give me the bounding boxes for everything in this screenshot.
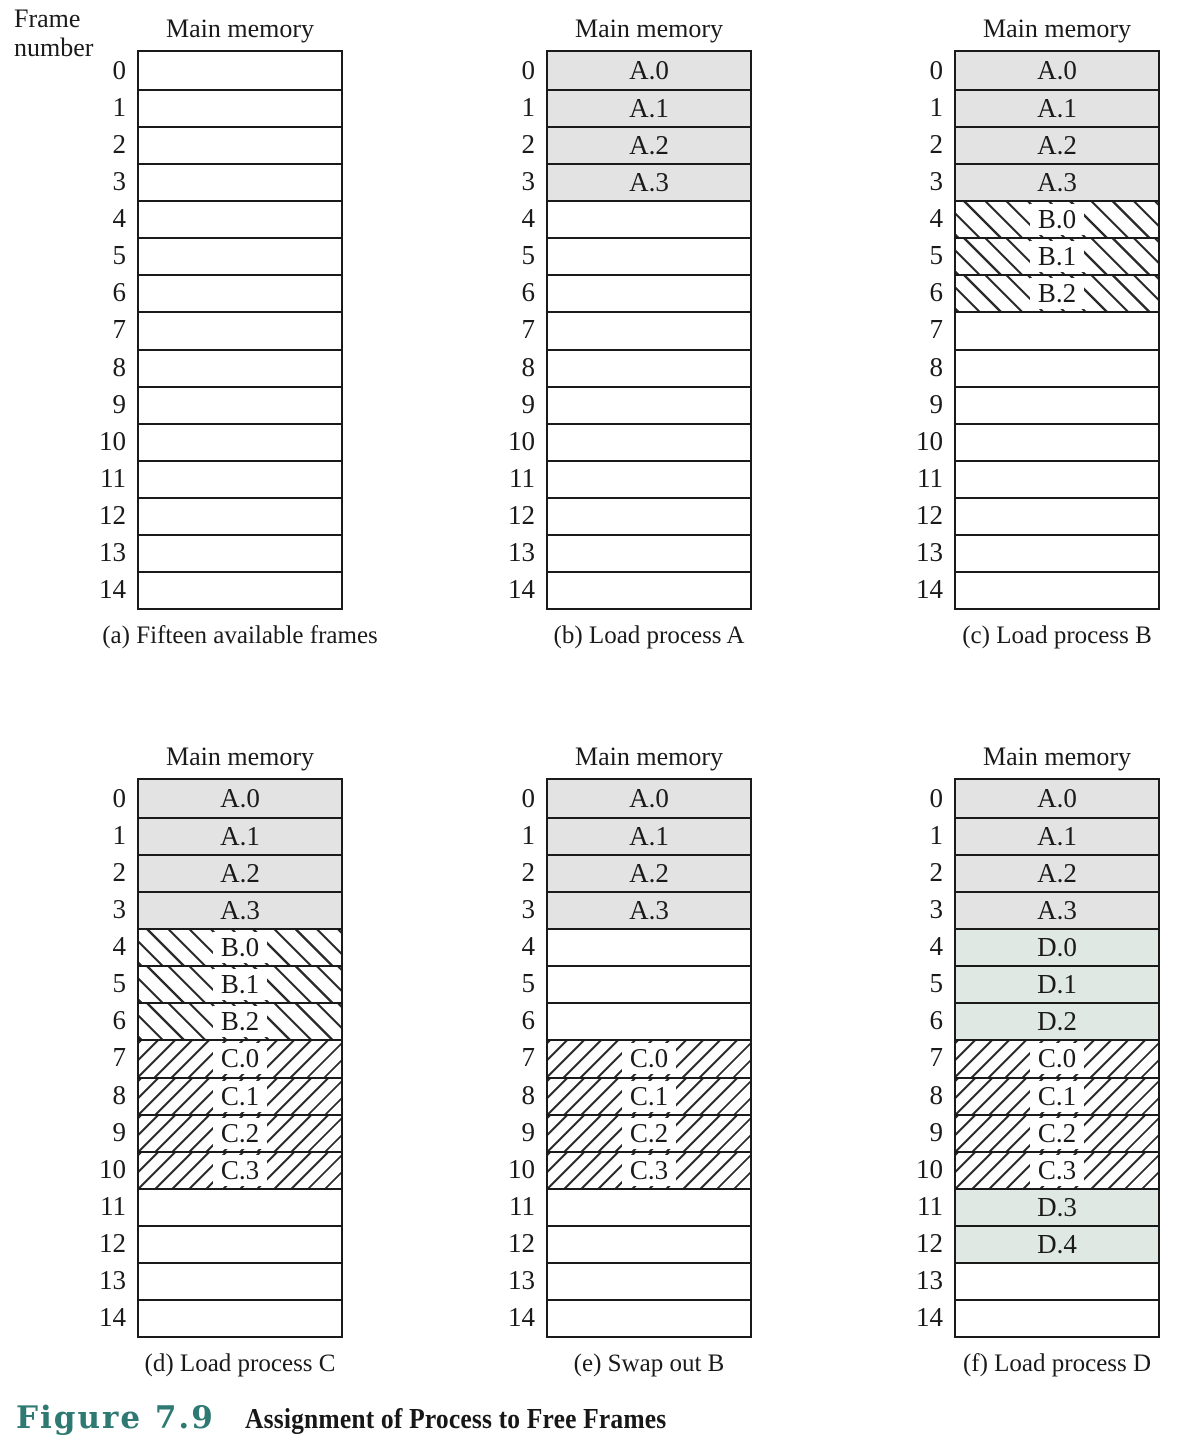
- frame-cell: [548, 89, 750, 126]
- frame-number: 6: [521, 277, 535, 308]
- frame-cell: [548, 1262, 750, 1299]
- frame-number-column: [484, 778, 546, 1338]
- frame-cell-label: A.1: [1037, 93, 1077, 124]
- frame-number: 2: [929, 857, 943, 888]
- frame-number: 11: [917, 462, 943, 493]
- memory-box: [954, 50, 1160, 610]
- main-memory-header: Main memory: [982, 742, 1132, 771]
- frame-cell-label: C.0: [213, 1043, 267, 1074]
- frame-cell: [548, 1114, 750, 1151]
- frame-number: 13: [916, 1264, 943, 1295]
- frame-cell-label: B.2: [1030, 278, 1084, 309]
- figure-caption-title: Assignment of Process to Free Frames: [244, 1403, 667, 1435]
- frame-number: 11: [509, 462, 535, 493]
- diagram-label-text: (d) Load process C: [144, 1350, 336, 1377]
- memory-diagram-a: [75, 14, 378, 650]
- frame-number: 9: [112, 1116, 126, 1147]
- frame-number: 7: [521, 1042, 535, 1073]
- frame-cell-label: A.1: [220, 821, 260, 852]
- diagram-label: [102, 622, 378, 650]
- frame-cell: [956, 1077, 1158, 1114]
- frame-number: 11: [917, 1190, 943, 1221]
- frame-cell-label: A.2: [1037, 858, 1077, 889]
- memory-box: [137, 50, 343, 610]
- frame-cell-label: C.0: [622, 1043, 676, 1074]
- frame-cell: [548, 854, 750, 891]
- frame-cell-label: A.0: [1037, 55, 1077, 86]
- frame-number: 6: [112, 277, 126, 308]
- diagram-body: [484, 778, 752, 1338]
- frame-cell: [956, 1151, 1158, 1188]
- frame-cell: [139, 497, 341, 534]
- frame-number: 4: [929, 203, 943, 234]
- frame-number: 1: [521, 92, 535, 123]
- diagram-body: [892, 778, 1160, 1338]
- frame-cell-label: A.1: [1037, 821, 1077, 852]
- figure-caption: [16, 1400, 724, 1436]
- frame-cell: [139, 1077, 341, 1114]
- frame-cell-label: C.1: [1030, 1081, 1084, 1112]
- frame-cell-label: C.2: [622, 1118, 676, 1149]
- frame-number: 12: [916, 499, 943, 530]
- frame-number: 11: [100, 1190, 126, 1221]
- frame-number: 10: [508, 1153, 535, 1184]
- frame-cell: [548, 1188, 750, 1225]
- frame-cell-label: C.1: [622, 1081, 676, 1112]
- frame-cell: [956, 311, 1158, 348]
- frame-number: 5: [521, 240, 535, 271]
- memory-box: [546, 50, 752, 610]
- frame-cell-label: A.3: [629, 167, 669, 198]
- frame-number: 2: [112, 129, 126, 160]
- frame-cell: [956, 965, 1158, 1002]
- frame-cell-label: C.3: [622, 1155, 676, 1186]
- frame-cell-label: A.2: [220, 858, 260, 889]
- memory-diagram-f: [892, 742, 1160, 1378]
- frame-number: 8: [112, 1079, 126, 1110]
- frame-number-column: [75, 50, 137, 610]
- frame-cell: [139, 817, 341, 854]
- diagram-label-text: (f) Load process D: [962, 1350, 1152, 1377]
- frame-cell-label: C.2: [1030, 1118, 1084, 1149]
- frame-number: 4: [929, 931, 943, 962]
- frame-cell: [548, 200, 750, 237]
- frame-number: 14: [99, 1301, 126, 1332]
- frame-cell: [548, 274, 750, 311]
- frame-number: 8: [521, 1079, 535, 1110]
- frame-number: 14: [916, 573, 943, 604]
- frame-cell: [139, 126, 341, 163]
- frame-number: 10: [508, 425, 535, 456]
- frame-number: 9: [929, 1116, 943, 1147]
- frame-cell: [139, 386, 341, 423]
- frame-cell: [139, 311, 341, 348]
- frame-number: 14: [99, 573, 126, 604]
- frame-number: 9: [521, 1116, 535, 1147]
- frame-cell-label: D.0: [1037, 932, 1077, 963]
- frame-number: 1: [112, 820, 126, 851]
- frame-number: 10: [99, 1153, 126, 1184]
- frame-number: 1: [521, 820, 535, 851]
- frame-cell: [956, 386, 1158, 423]
- frame-number: 4: [521, 931, 535, 962]
- main-memory-header: Main memory: [574, 742, 724, 771]
- frame-cell: [139, 928, 341, 965]
- frame-number: 9: [112, 388, 126, 419]
- frame-number: 0: [929, 783, 943, 814]
- frame-number: 10: [99, 425, 126, 456]
- frame-number-label-line2: number: [14, 33, 94, 62]
- frame-cell: [956, 571, 1158, 608]
- frame-cell-label: C.1: [213, 1081, 267, 1112]
- frame-cell: [548, 237, 750, 274]
- frame-cell: [139, 163, 341, 200]
- frame-number: 5: [112, 968, 126, 999]
- frame-number: 1: [112, 92, 126, 123]
- frame-cell: [956, 891, 1158, 928]
- frame-number: 4: [521, 203, 535, 234]
- frame-cell-label: A.0: [629, 55, 669, 86]
- frame-cell-label: A.3: [1037, 895, 1077, 926]
- memory-box: [546, 778, 752, 1338]
- frame-cell: [956, 274, 1158, 311]
- frame-cell: [139, 52, 341, 89]
- frame-cell: [139, 1151, 341, 1188]
- frame-number: 6: [521, 1005, 535, 1036]
- frame-cell-label: D.4: [1037, 1228, 1077, 1259]
- diagram-label-text: (e) Swap out B: [573, 1350, 725, 1377]
- frame-number: 3: [112, 894, 126, 925]
- frame-cell: [956, 89, 1158, 126]
- frame-cell: [139, 965, 341, 1002]
- frame-cell-label: A.2: [1037, 130, 1077, 161]
- memory-box: [137, 778, 343, 1338]
- frame-number: 7: [929, 1042, 943, 1073]
- frame-number: 9: [929, 388, 943, 419]
- frame-cell: [139, 1262, 341, 1299]
- frame-cell: [139, 460, 341, 497]
- frame-cell-label: B.1: [1030, 241, 1084, 272]
- diagram-label: [954, 1350, 1160, 1378]
- frame-cell: [139, 423, 341, 460]
- frame-number: 14: [508, 573, 535, 604]
- diagram-label-text: (a) Fifteen available frames: [102, 622, 378, 649]
- frame-cell: [139, 200, 341, 237]
- frame-cell: [139, 780, 341, 817]
- frame-number: 13: [508, 536, 535, 567]
- frame-cell: [139, 1114, 341, 1151]
- frame-cell-label: B.2: [213, 1006, 267, 1037]
- frame-cell: [139, 1188, 341, 1225]
- main-memory-header: Main memory: [165, 14, 315, 43]
- frame-number: 3: [929, 894, 943, 925]
- frame-number: 3: [521, 166, 535, 197]
- frame-number: 12: [508, 1227, 535, 1258]
- frame-cell-label: A.1: [629, 821, 669, 852]
- diagram-body: [75, 778, 343, 1338]
- frame-number: 5: [929, 968, 943, 999]
- figure-caption-number: Figure 7.9: [16, 1400, 215, 1436]
- frame-cell: [139, 1002, 341, 1039]
- frame-cell: [956, 349, 1158, 386]
- frame-number: 14: [508, 1301, 535, 1332]
- frame-cell-label: C.0: [1030, 1043, 1084, 1074]
- frame-cell: [139, 891, 341, 928]
- frame-cell-label: D.1: [1037, 969, 1077, 1000]
- memory-diagram-e: [484, 742, 752, 1378]
- frame-cell: [956, 1188, 1158, 1225]
- frame-cell: [548, 349, 750, 386]
- frame-cell: [548, 534, 750, 571]
- frame-number: 13: [99, 1264, 126, 1295]
- frame-cell-label: D.2: [1037, 1006, 1077, 1037]
- frame-cell: [548, 386, 750, 423]
- frame-number: 2: [112, 857, 126, 888]
- frame-cell-label: A.1: [629, 93, 669, 124]
- frame-cell: [548, 460, 750, 497]
- frame-cell: [139, 1225, 341, 1262]
- frame-cell: [139, 571, 341, 608]
- frame-number-column: [892, 778, 954, 1338]
- frame-number: 10: [916, 1153, 943, 1184]
- frame-cell: [548, 571, 750, 608]
- frame-cell: [548, 780, 750, 817]
- memory-diagram-b: [484, 14, 752, 650]
- frame-cell: [139, 274, 341, 311]
- frame-cell-label: A.0: [1037, 783, 1077, 814]
- memory-box: [954, 778, 1160, 1338]
- frame-number-column: [892, 50, 954, 610]
- frame-number: 12: [916, 1227, 943, 1258]
- frame-cell: [139, 237, 341, 274]
- frame-cell-label: C.3: [213, 1155, 267, 1186]
- frame-cell: [548, 928, 750, 965]
- frame-cell-label: B.0: [1030, 204, 1084, 235]
- frame-cell-label: B.1: [213, 969, 267, 1000]
- frame-cell: [548, 52, 750, 89]
- frame-cell-label: B.0: [213, 932, 267, 963]
- frame-cell: [956, 534, 1158, 571]
- frame-cell: [548, 1077, 750, 1114]
- frame-cell-label: C.3: [1030, 1155, 1084, 1186]
- diagram-label-text: (c) Load process B: [962, 622, 1152, 649]
- frame-number: 14: [916, 1301, 943, 1332]
- frame-cell: [548, 311, 750, 348]
- frame-number: 11: [509, 1190, 535, 1221]
- frame-number: 8: [521, 351, 535, 382]
- frame-cell: [956, 928, 1158, 965]
- frame-number: 6: [929, 1005, 943, 1036]
- frame-number: 13: [99, 536, 126, 567]
- frame-cell-label: C.2: [213, 1118, 267, 1149]
- frame-number: 6: [929, 277, 943, 308]
- frame-cell: [548, 891, 750, 928]
- frame-cell: [548, 1002, 750, 1039]
- frame-number: 5: [929, 240, 943, 271]
- frame-cell: [548, 1299, 750, 1336]
- frame-cell-label: A.3: [629, 895, 669, 926]
- frame-number-column: [75, 778, 137, 1338]
- frame-cell: [956, 1225, 1158, 1262]
- frame-number: 6: [112, 1005, 126, 1036]
- frame-number: 7: [112, 1042, 126, 1073]
- frame-cell: [956, 163, 1158, 200]
- frame-cell: [139, 854, 341, 891]
- main-memory-header: Main memory: [574, 14, 724, 43]
- frame-number: 13: [916, 536, 943, 567]
- frame-number: 7: [929, 314, 943, 345]
- diagram-label-text: (b) Load process A: [553, 622, 745, 649]
- diagram-label: [137, 1350, 343, 1378]
- frame-number: 0: [112, 55, 126, 86]
- frame-cell: [956, 237, 1158, 274]
- diagram-body: [892, 50, 1160, 610]
- frame-number: 11: [100, 462, 126, 493]
- frame-number: 0: [521, 55, 535, 86]
- frame-cell: [956, 423, 1158, 460]
- frame-number: 2: [929, 129, 943, 160]
- frame-number: 5: [521, 968, 535, 999]
- diagram-label: [546, 622, 752, 650]
- frame-number: 0: [521, 783, 535, 814]
- frame-cell-label: A.0: [220, 783, 260, 814]
- frame-cell: [548, 126, 750, 163]
- frame-cell: [139, 89, 341, 126]
- memory-diagram-d: [75, 742, 343, 1378]
- frame-number: 10: [916, 425, 943, 456]
- frame-number: 2: [521, 129, 535, 160]
- frame-cell: [548, 1225, 750, 1262]
- frame-number: 8: [929, 351, 943, 382]
- frame-cell: [956, 1039, 1158, 1076]
- frame-cell: [548, 1039, 750, 1076]
- frame-cell: [956, 1262, 1158, 1299]
- frame-cell: [956, 460, 1158, 497]
- diagram-label: [546, 1350, 752, 1378]
- frame-cell: [956, 1114, 1158, 1151]
- frame-number: 3: [112, 166, 126, 197]
- frame-cell: [956, 497, 1158, 534]
- frame-cell: [956, 200, 1158, 237]
- frame-cell: [956, 52, 1158, 89]
- frame-number: 4: [112, 203, 126, 234]
- frame-number: 8: [112, 351, 126, 382]
- diagram-label: [954, 622, 1160, 650]
- frame-cell: [956, 1002, 1158, 1039]
- frame-cell: [139, 1039, 341, 1076]
- frame-cell: [548, 1151, 750, 1188]
- frame-number: 12: [508, 499, 535, 530]
- frame-cell: [956, 817, 1158, 854]
- frame-number: 3: [521, 894, 535, 925]
- frame-cell-label: A.3: [1037, 167, 1077, 198]
- diagram-body: [484, 50, 752, 610]
- frame-cell: [139, 1299, 341, 1336]
- frame-number: 1: [929, 820, 943, 851]
- frame-number: 3: [929, 166, 943, 197]
- frame-cell-label: A.3: [220, 895, 260, 926]
- frame-number: 7: [112, 314, 126, 345]
- frame-number: 7: [521, 314, 535, 345]
- frame-number: 0: [929, 55, 943, 86]
- diagram-body: [75, 50, 343, 610]
- frame-cell-label: A.2: [629, 858, 669, 889]
- frame-cell-label: A.0: [629, 783, 669, 814]
- frame-cell: [956, 854, 1158, 891]
- main-memory-header: Main memory: [982, 14, 1132, 43]
- frame-cell-label: A.2: [629, 130, 669, 161]
- frame-number: 9: [521, 388, 535, 419]
- frame-cell-label: D.3: [1037, 1191, 1077, 1222]
- frame-cell: [139, 349, 341, 386]
- frame-number: 5: [112, 240, 126, 271]
- frame-cell: [956, 780, 1158, 817]
- frame-cell: [548, 965, 750, 1002]
- frame-number: 8: [929, 1079, 943, 1110]
- frame-cell: [956, 1299, 1158, 1336]
- frame-cell: [139, 534, 341, 571]
- frame-cell: [548, 497, 750, 534]
- frame-number: 2: [521, 857, 535, 888]
- frame-cell: [956, 126, 1158, 163]
- frame-number: 4: [112, 931, 126, 962]
- frame-number: 13: [508, 1264, 535, 1295]
- frame-number: 0: [112, 783, 126, 814]
- frame-number: 12: [99, 1227, 126, 1258]
- frame-cell: [548, 817, 750, 854]
- frame-number: 12: [99, 499, 126, 530]
- frame-number: 1: [929, 92, 943, 123]
- main-memory-header: Main memory: [165, 742, 315, 771]
- frame-cell: [548, 423, 750, 460]
- frame-cell: [548, 163, 750, 200]
- frame-number-label-line1: Frame: [14, 4, 81, 33]
- frame-number-column: [484, 50, 546, 610]
- memory-diagram-c: [892, 14, 1160, 650]
